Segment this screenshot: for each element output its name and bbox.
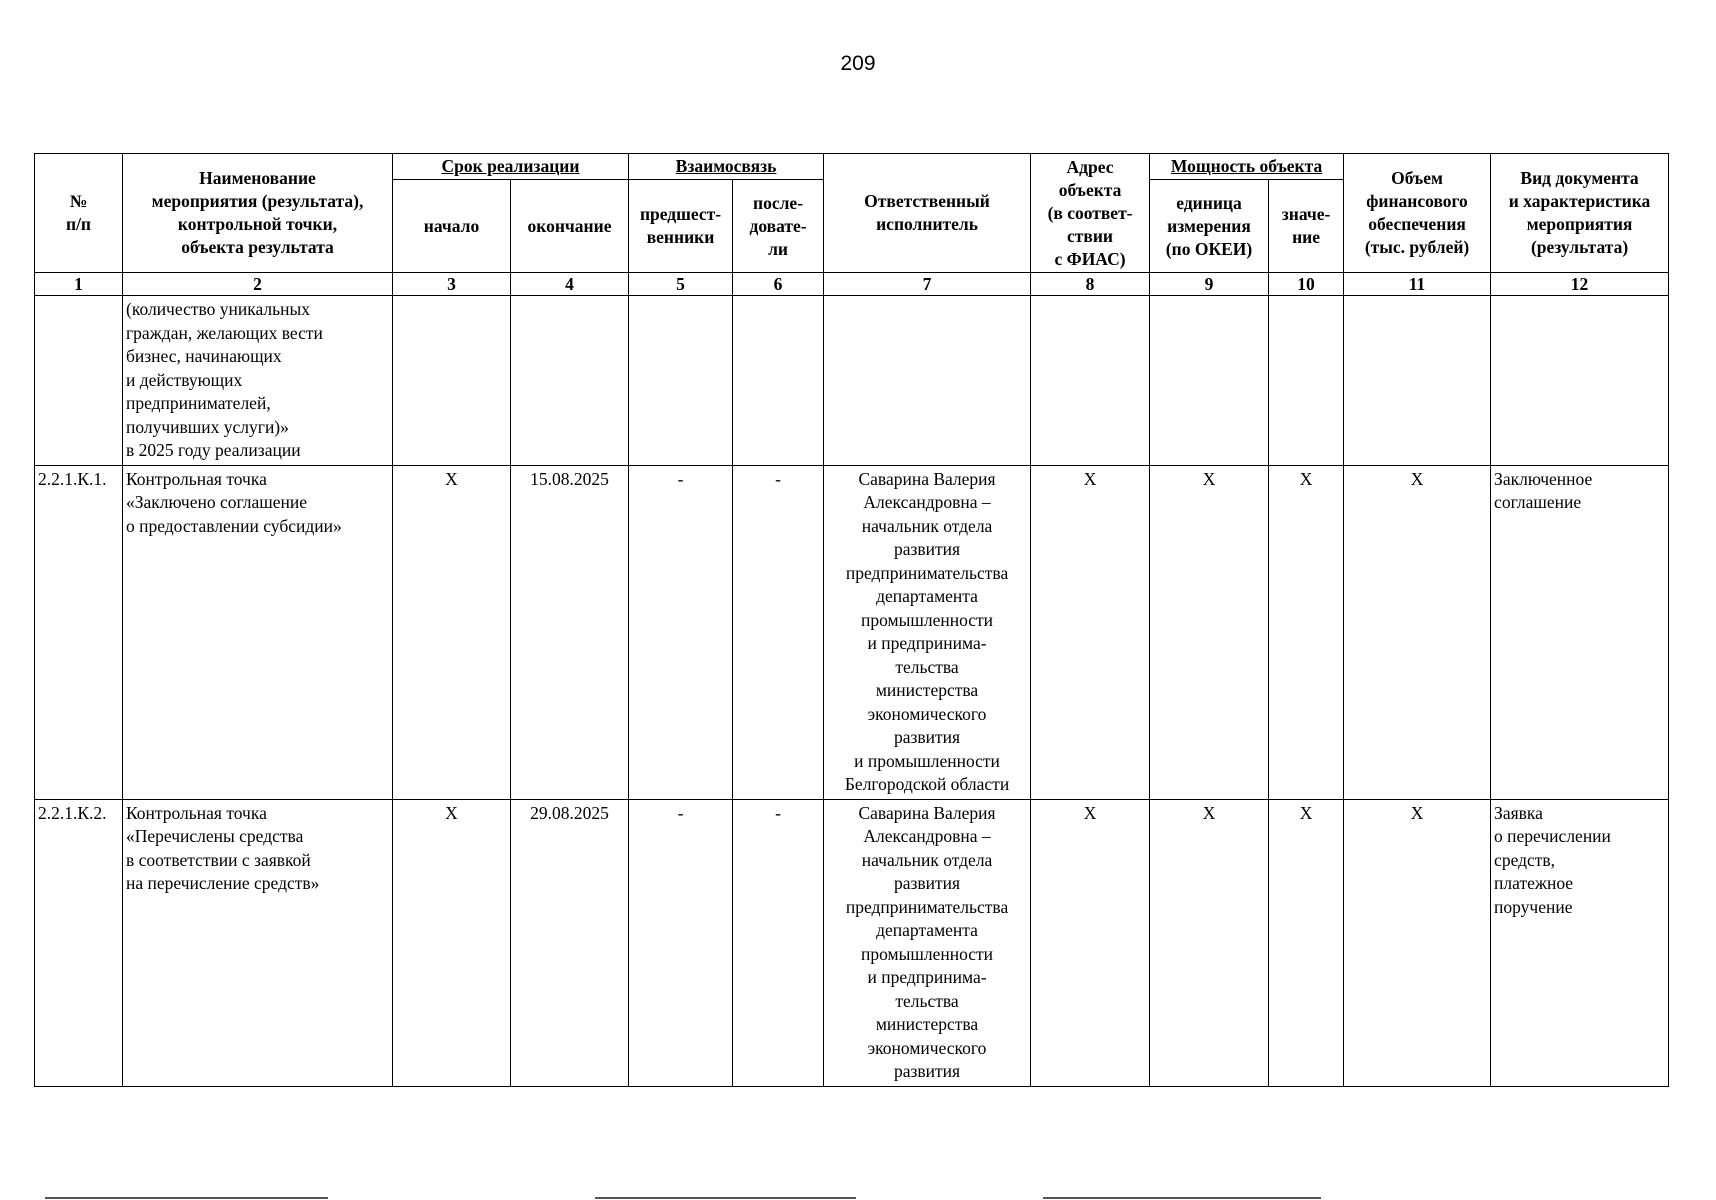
row-value — [1269, 296, 1344, 466]
header-start: начало — [393, 180, 511, 273]
header-period — [393, 154, 629, 180]
header-link — [629, 154, 824, 180]
column-number: 7 — [824, 273, 1031, 296]
scan-edge-line — [595, 1197, 856, 1199]
column-number: 8 — [1031, 273, 1150, 296]
header-doc: Вид документа и характеристика мероприятия (результата) — [1491, 154, 1669, 273]
column-number: 5 — [629, 273, 733, 296]
row-num — [35, 296, 123, 466]
column-number: 2 — [123, 273, 393, 296]
table-header — [35, 154, 1669, 296]
row-doc — [1491, 296, 1669, 466]
column-number: 4 — [511, 273, 629, 296]
scan-edge-line — [1043, 1197, 1321, 1199]
page-number: 209 — [840, 52, 876, 75]
row-executor: Саварина Валерия Александровна – начальник отдела развития предпринимательства департамента промышленности и предпринима- тельства министерства экономического развития — [824, 799, 1031, 1086]
row-start — [393, 296, 511, 466]
row-address — [1031, 296, 1150, 466]
header-finance: Объем финансового обеспечения (тыс. рублей) — [1344, 154, 1491, 273]
column-number: 6 — [733, 273, 824, 296]
column-number-row — [35, 273, 1669, 296]
row-name: Контрольная точка «Перечислены средства в соответствии с заявкой на перечисление средств» — [123, 799, 393, 1086]
row-end: 29.08.2025 — [511, 799, 629, 1086]
row-start: X — [393, 799, 511, 1086]
row-address: X — [1031, 465, 1150, 799]
row-end — [511, 296, 629, 466]
header-link-label: Взаимосвязь — [675, 156, 777, 176]
row-unit: X — [1150, 465, 1269, 799]
event-plan-table — [34, 153, 1669, 1087]
row-finance: X — [1344, 465, 1491, 799]
row-doc: Заявка о перечислении средств, платежное поручение — [1491, 799, 1669, 1086]
row-address: X — [1031, 799, 1150, 1086]
row-predecessors: - — [629, 799, 733, 1086]
row-successors — [733, 296, 824, 466]
row-finance — [1344, 296, 1491, 466]
row-value: X — [1269, 799, 1344, 1086]
row-unit — [1150, 296, 1269, 466]
row-executor — [824, 296, 1031, 466]
scan-edge-line — [45, 1197, 328, 1199]
table-row — [35, 465, 1669, 799]
row-successors: - — [733, 799, 824, 1086]
row-num: 2.2.1.К.1. — [35, 465, 123, 799]
row-start: X — [393, 465, 511, 799]
header-capacity — [1150, 154, 1344, 180]
row-successors: - — [733, 465, 824, 799]
row-unit: X — [1150, 799, 1269, 1086]
row-name: (количество уникальных граждан, желающих вести бизнес, начинающих и действующих предпринимателей, получивших услуги)» в 2025 году реализации — [123, 296, 393, 466]
table-row — [35, 296, 1669, 466]
header-name: Наименование мероприятия (результата), контрольной точки, объекта результата — [123, 154, 393, 273]
column-number: 1 — [35, 273, 123, 296]
column-number: 3 — [393, 273, 511, 296]
header-address: Адрес объекта (в соответ- ствии с ФИАС) — [1031, 154, 1150, 273]
table-row — [35, 799, 1669, 1086]
row-doc: Заключенное соглашение — [1491, 465, 1669, 799]
column-number: 9 — [1150, 273, 1269, 296]
header-end: окончание — [511, 180, 629, 273]
header-capacity-label: Мощность объекта — [1170, 156, 1323, 176]
header-executor: Ответственный исполнитель — [824, 154, 1031, 273]
header-unit: единица измерения (по ОКЕИ) — [1150, 180, 1269, 273]
header-value: значе- ние — [1269, 180, 1344, 273]
row-end: 15.08.2025 — [511, 465, 629, 799]
row-value: X — [1269, 465, 1344, 799]
row-executor: Саварина Валерия Александровна – начальник отдела развития предпринимательства департамента промышленности и предпринима- тельства министерства экономического развития и промышленности Белгородской области — [824, 465, 1031, 799]
header-num: № п/п — [35, 154, 123, 273]
row-num: 2.2.1.К.2. — [35, 799, 123, 1086]
header-period-label: Срок реализации — [441, 156, 580, 176]
column-number: 11 — [1344, 273, 1491, 296]
row-predecessors — [629, 296, 733, 466]
header-predecessors: предшест- венники — [629, 180, 733, 273]
row-finance: X — [1344, 799, 1491, 1086]
header-successors: после- довате- ли — [733, 180, 824, 273]
row-predecessors: - — [629, 465, 733, 799]
column-number: 12 — [1491, 273, 1669, 296]
column-number: 10 — [1269, 273, 1344, 296]
table-body — [35, 296, 1669, 1087]
row-name: Контрольная точка «Заключено соглашение о предоставлении субсидии» — [123, 465, 393, 799]
